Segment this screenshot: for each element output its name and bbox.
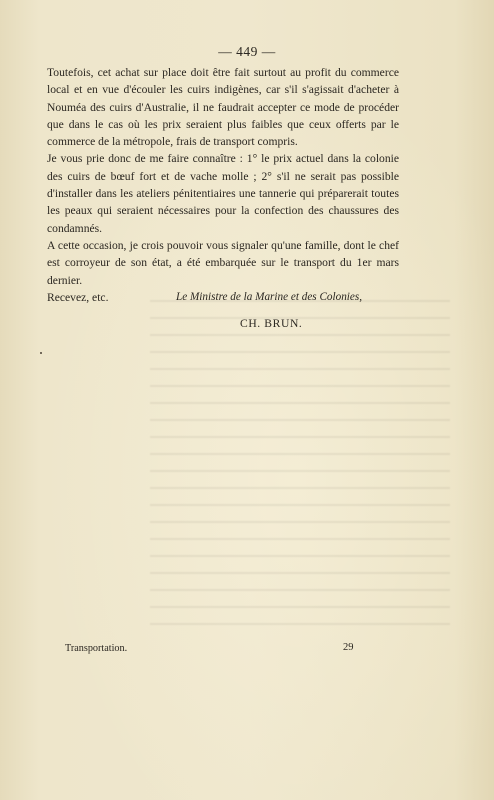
paragraph-2: Je vous prie donc de me faire connaître : 1° le prix actuel dans la colonie des cuirs de bœuf fort et de vache molle ; 2° s'il ne serait pas possible d'installer dans les ateliers pénitentiaires une tannerie qui préparerait toutes les peaux qui seraient nécessaires pour la confection des chaussures des condamnés. xyxy=(47,152,399,235)
paragraph-3: A cette occasion, je crois pouvoir vous signaler qu'une famille, dont le chef est corroyeur de son état, a été embarquée sur le transport du 1er mars dernier. xyxy=(47,238,399,287)
footer-section-label: Transportation. xyxy=(65,643,128,654)
paragraph-4: Recevez, etc. xyxy=(47,290,109,304)
ink-speck xyxy=(40,352,42,354)
footer-signature-mark: 29 xyxy=(343,642,354,653)
paragraph-1: Toutefois, cet achat sur place doit être fait surtout au profit du commerce local et en vue d'écouler les cuirs indigènes, car s'il s'agissait d'acheter à Nouméa des cuirs d'Australie, il ne faudrait accepter ce mode de procéder que dans le cas où les prix seraient plus faibles que ceux offerts par le commerce de la métropole, frais de transport compris. xyxy=(47,66,399,149)
body-text xyxy=(47,64,399,306)
show-through-texture xyxy=(150,300,450,640)
signature-name: CH. BRUN. xyxy=(240,317,303,330)
page-number: — 449 — xyxy=(218,44,276,59)
signature-title: Le Ministre de la Marine et des Colonies, xyxy=(176,291,363,303)
